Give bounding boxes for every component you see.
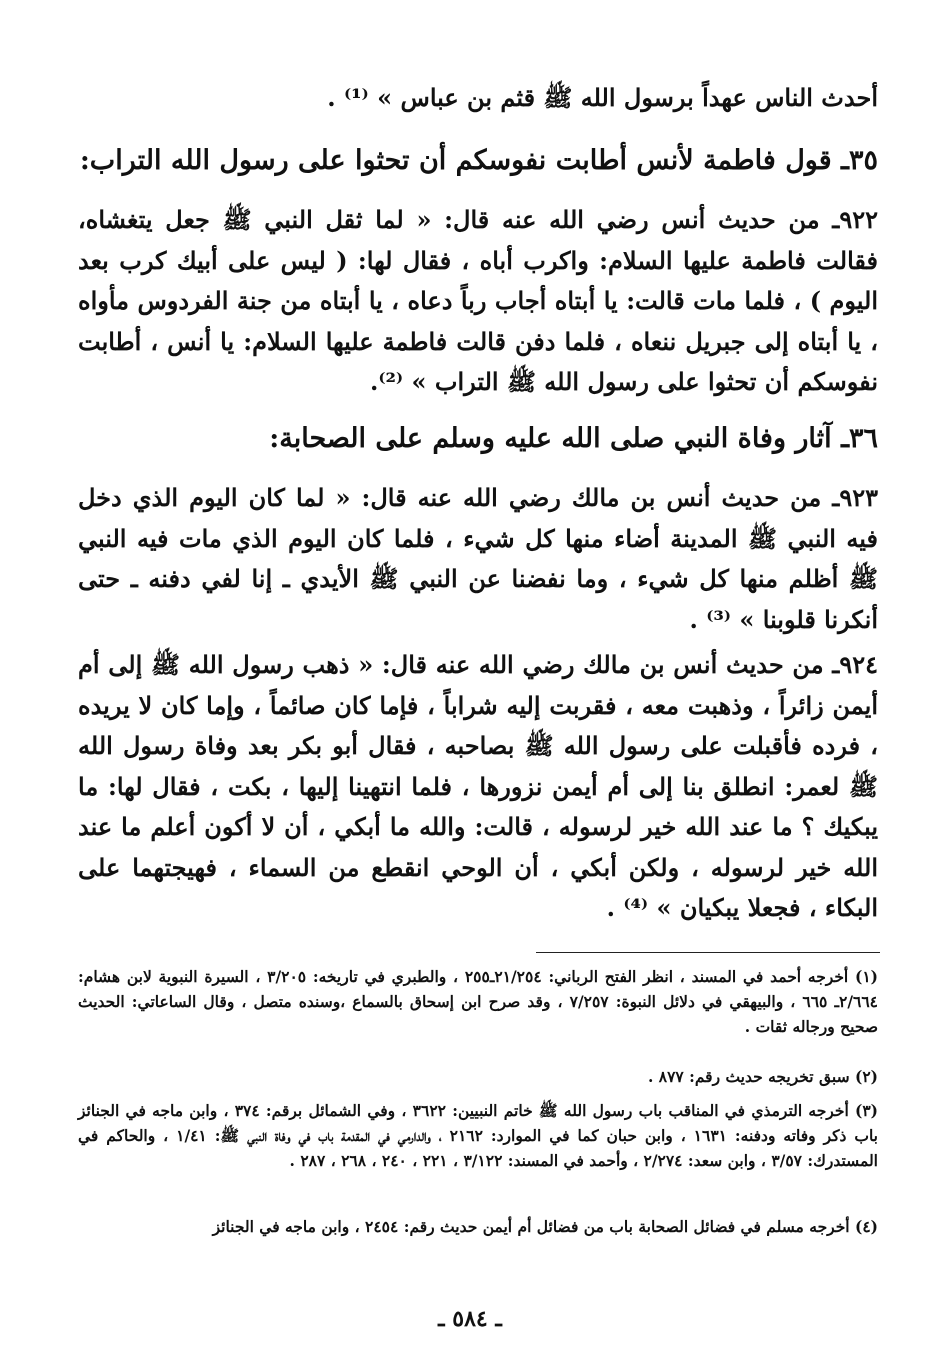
footnote-2: (٢) سبق تخريجه حديث رقم: ٨٧٧ . (647, 1067, 878, 1086)
page-number: ـ ٥٨٤ ـ (438, 1306, 502, 1332)
footnote-1: (١) أخرجه أحمد في المسند ، انظر الفتح الرباني: ٢١/٢٥٤ـ٢٥٥ ، والطبري في تاريخه: ٣/٢٠٥ ، السيرة النبوية لابن هشام: ٢/٦٦٤ـ ٦٦٥ ، والبيهقي في دلائل النبوة: ٧/٢٥٧ ، وقد صرح ابن إسحاق بالسماع ،وسنده متصل ، وقال الساعاتي: الحديث صحيح ورجاله ثقات . (78, 967, 879, 1036)
section-35-heading: ٣٥ـ قول فاطمة لأنس أطابت نفوسكم أن تحثوا على رسول الله التراب: (79, 145, 878, 176)
intro-line: أحدث الناس عهداً برسول الله ﷺ قثم بن عباس » ⁽¹⁾ . (327, 83, 878, 112)
hadith-923-paragraph: ٩٢٣ـ من حديث أنس بن مالك رضي الله عنه قال: « لما كان اليوم الذي دخل فيه النبي ﷺ المدينة أضاء منها كل شيء ، فلما كان اليوم الذي مات فيه النبي ﷺ أظلم منها كل شيء ، وما نفضنا عن النبي ﷺ الأيدي ـ إنا لفي دفنه ـ حتى أنكرنا قلوبنا » ⁽³⁾ . (78, 483, 878, 634)
section-36-heading: ٣٦ـ آثار وفاة النبي صلى الله عليه وسلم على الصحابة: (269, 423, 878, 454)
footnote-3: (٣) أخرجه الترمذي في المناقب باب رسول الله ﷺ خاتم النبيين: ٣٦٢٢ ، وفي الشمائل برقم: ٣٧٤ ، وابن ماجه في الجنائز باب ذكر وفاته ودفنه: ١٦٣١ ، وابن حبان كما في الموارد: ٢١٦٢ ، والدارمي في المقدمة باب في وفاة النبي ﷺ: ١/٤١ ، والحاكم في المستدرك: ٣/٥٧ ، وابن سعد: ٢/٢٧٤ ، وأحمد في المسند: ٣/١٢٢ ، ٢٢١ ، ٢٤٠ ، ٢٦٨ ، ٢٨٧ . (78, 1101, 879, 1170)
footnote-divider (536, 952, 880, 953)
hadith-922-paragraph: ٩٢٢ـ من حديث أنس رضي الله عنه قال: « لما ثقل النبي ﷺ جعل يتغشاه، فقالت فاطمة عليها السلام: واكرب أباه ، فقال لها: ( ليس على أبيك كرب بعد اليوم ) ، فلما مات قالت: يا أبتاه أجاب رباً دعاه ، يا أبتاه من جنة الفردوس مأواه ، يا أبتاه إلى جبريل ننعاه ، فلما دفن قالت فاطمة عليها السلام: يا أنس ، أطابت نفوسكم أن تحثوا على رسول الله ﷺ التراب » ⁽²⁾. (78, 205, 879, 396)
hadith-924-paragraph: ٩٢٤ـ من حديث أنس بن مالك رضي الله عنه قال: « ذهب رسول الله ﷺ إلى أم أيمن زائراً ، وذهبت معه ، فقربت إليه شراباً ، فإما كان صائماً ، وإما كان لا يريده ، فرده فأقبلت على رسول الله ﷺ بصاحبه ، فقال أبو بكر بعد وفاة رسول الله ﷺ لعمر: انطلق بنا إلى أم أيمن نزورها ، فلما انتهينا إليها ، بكت ، فقال لها: ما يبكيك ؟ ما عند الله خير لرسوله ، قالت: والله ما أبكي ، أن لا أكون أعلم ما عند الله خير لرسوله ، ولكن أبكي ، أن الوحي انقطع من السماء ، فهيجتهما على البكاء ، فجعلا يبكيان » ⁽⁴⁾ . (78, 650, 878, 922)
footnote-4: (٤) أخرجه مسلم في فضائل الصحابة باب من فضائل أم أيمن حديث رقم: ٢٤٥٤ ، وابن ماجه في الجنائز (212, 1217, 878, 1236)
